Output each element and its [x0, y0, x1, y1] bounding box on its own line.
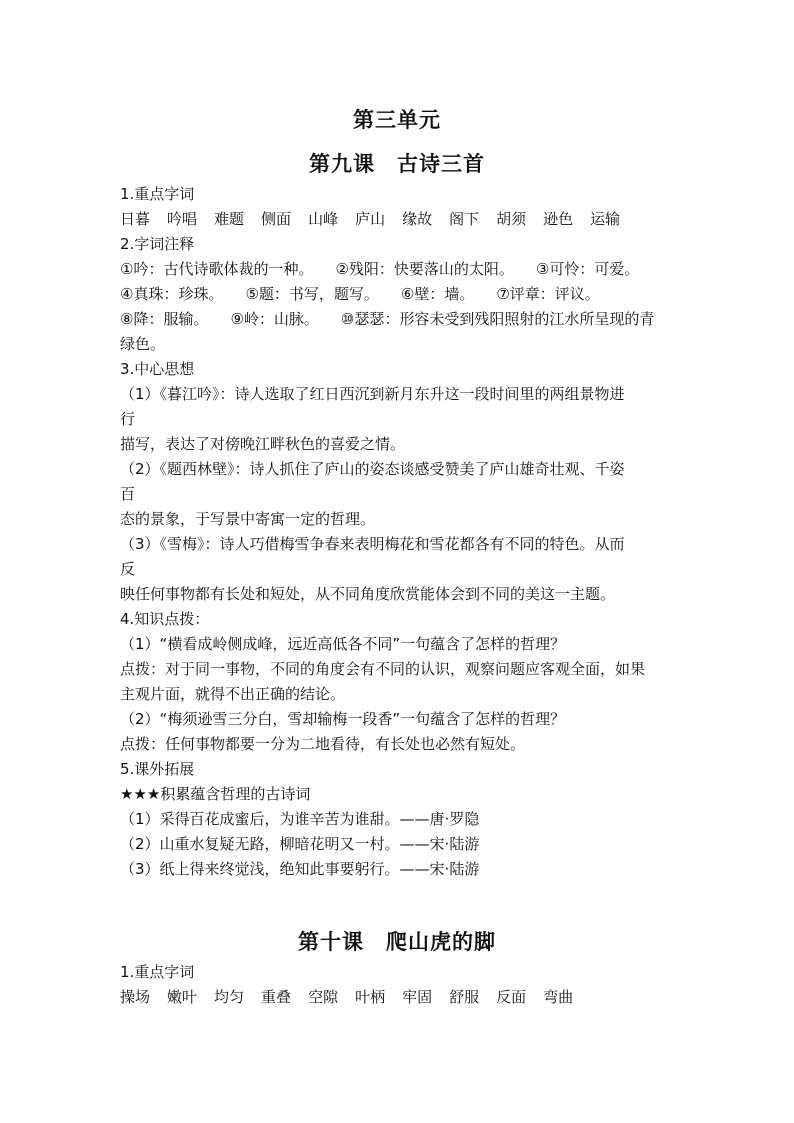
notes-row — [120, 257, 680, 282]
lesson-9-number: 第九课 — [309, 152, 375, 176]
notes-row — [120, 307, 680, 332]
paragraph-line: （2）《题西林壁》：诗人抓住了庐山的姿态谈感受赞美了庐山雄奇壮观、千姿 — [120, 460, 625, 478]
note-item: ③可怜：可爱。 — [535, 260, 640, 278]
question-line: （2）“梅须逊雪三分白，雪却输梅一段香”一句蕴含了怎样的哲理？ — [120, 710, 566, 728]
note-item: ⑦评章：评议。 — [496, 285, 600, 303]
section-heading: 4.知识点拨： — [120, 610, 210, 628]
poem-line: （1）采得百花成蜜后，为谁辛苦为谁甜。——唐·罗隐 — [120, 810, 480, 828]
extension-heading: ★★★积累蕴含哲理的古诗词 — [120, 785, 311, 803]
note-item: ②残阳：快要落山的太阳。 — [335, 260, 514, 278]
key-word: 舒服 — [449, 988, 480, 1006]
key-word: 反面 — [496, 988, 527, 1006]
key-word: 重叠 — [261, 988, 292, 1006]
note-item: ⑤题：书写，题写。 — [245, 285, 379, 303]
note-item: ⑨岭：山脉。 — [230, 310, 319, 328]
paragraph-line: （1）《暮江吟》：诗人选取了红日西沉到新月东升这一段时间里的两组景物进 — [120, 385, 625, 403]
key-word: 难题 — [214, 210, 245, 228]
key-word: 均匀 — [214, 988, 245, 1006]
section-heading: 1.重点字词 — [120, 963, 195, 981]
lesson-9-title — [0, 148, 794, 178]
key-word: 胡须 — [496, 210, 527, 228]
section-heading: 2.字词注释 — [120, 235, 195, 253]
key-words-row — [120, 207, 680, 232]
key-word: 庐山 — [355, 210, 386, 228]
key-word: 嫩叶 — [167, 988, 198, 1006]
paragraph-line: 百 — [120, 485, 136, 503]
paragraph-line: （3）《雪梅》：诗人巧借梅雪争春来表明梅花和雪花都各有不同的特色。从而 — [120, 535, 625, 553]
notes-continuation: 绿色。 — [120, 335, 166, 353]
section-heading: 1.重点字词 — [120, 185, 195, 203]
note-item: ⑩瑟瑟：形容未受到残阳照射的江水所呈现的青 — [340, 310, 655, 328]
key-word: 弯曲 — [543, 988, 574, 1006]
lesson-10-number: 第十课 — [298, 930, 364, 954]
lesson-9-content — [120, 182, 680, 882]
section-heading: 5.课外拓展 — [120, 760, 195, 778]
paragraph-line: 反 — [120, 560, 136, 578]
note-item: ⑥壁：墙。 — [400, 285, 475, 303]
key-word: 山峰 — [308, 210, 339, 228]
key-word: 空隙 — [308, 988, 339, 1006]
key-word: 日暮 — [120, 210, 151, 228]
key-word: 操场 — [120, 988, 151, 1006]
answer-line: 主观片面，就得不出正确的结论。 — [120, 685, 346, 703]
poem-line: （2）山重水复疑无路，柳暗花明又一村。——宋·陆游 — [120, 835, 480, 853]
paragraph-line: 行 — [120, 410, 136, 428]
lesson-10-name: 爬山虎的脚 — [386, 930, 496, 954]
paragraph-line: 映任何事物都有长处和短处，从不同角度欣赏能体会到不同的美这一主题。 — [120, 585, 616, 603]
unit-title: 第三单元 — [353, 108, 441, 132]
key-word: 运输 — [590, 210, 621, 228]
key-word: 阁下 — [449, 210, 480, 228]
answer-line: 点拨：任何事物都要一分为二地看待，有长处也必然有短处。 — [120, 735, 526, 753]
section-heading: 3.中心思想 — [120, 360, 195, 378]
key-word: 逊色 — [543, 210, 574, 228]
lesson-9-name: 古诗三首 — [397, 152, 485, 176]
key-word: 缘故 — [402, 210, 433, 228]
paragraph-line: 态的景象，于写景中寄寓一定的哲理。 — [120, 510, 376, 528]
key-word: 吟唱 — [167, 210, 198, 228]
notes-row — [120, 282, 680, 307]
answer-line: 点拨：对于同一事物，不同的角度会有不同的认识，观察问题应客观全面，如果 — [120, 660, 646, 678]
note-item: ⑧降：服输。 — [120, 310, 209, 328]
lesson-10-title — [0, 926, 794, 956]
paragraph-line: 描写，表达了对傍晚江畔秋色的喜爱之情。 — [120, 435, 406, 453]
lesson-10-content — [120, 960, 680, 1010]
note-item: ④真珠：珍珠。 — [120, 285, 224, 303]
key-words-row — [120, 985, 680, 1010]
key-word: 侧面 — [261, 210, 292, 228]
question-line: （1）“横看成岭侧成峰，远近高低各不同”一句蕴含了怎样的哲理？ — [120, 635, 566, 653]
note-item: ①吟：古代诗歌体裁的一种。 — [120, 260, 314, 278]
key-word: 牢固 — [402, 988, 433, 1006]
key-word: 叶柄 — [355, 988, 386, 1006]
poem-line: （3）纸上得来终觉浅，绝知此事要躬行。——宋·陆游 — [120, 860, 480, 878]
